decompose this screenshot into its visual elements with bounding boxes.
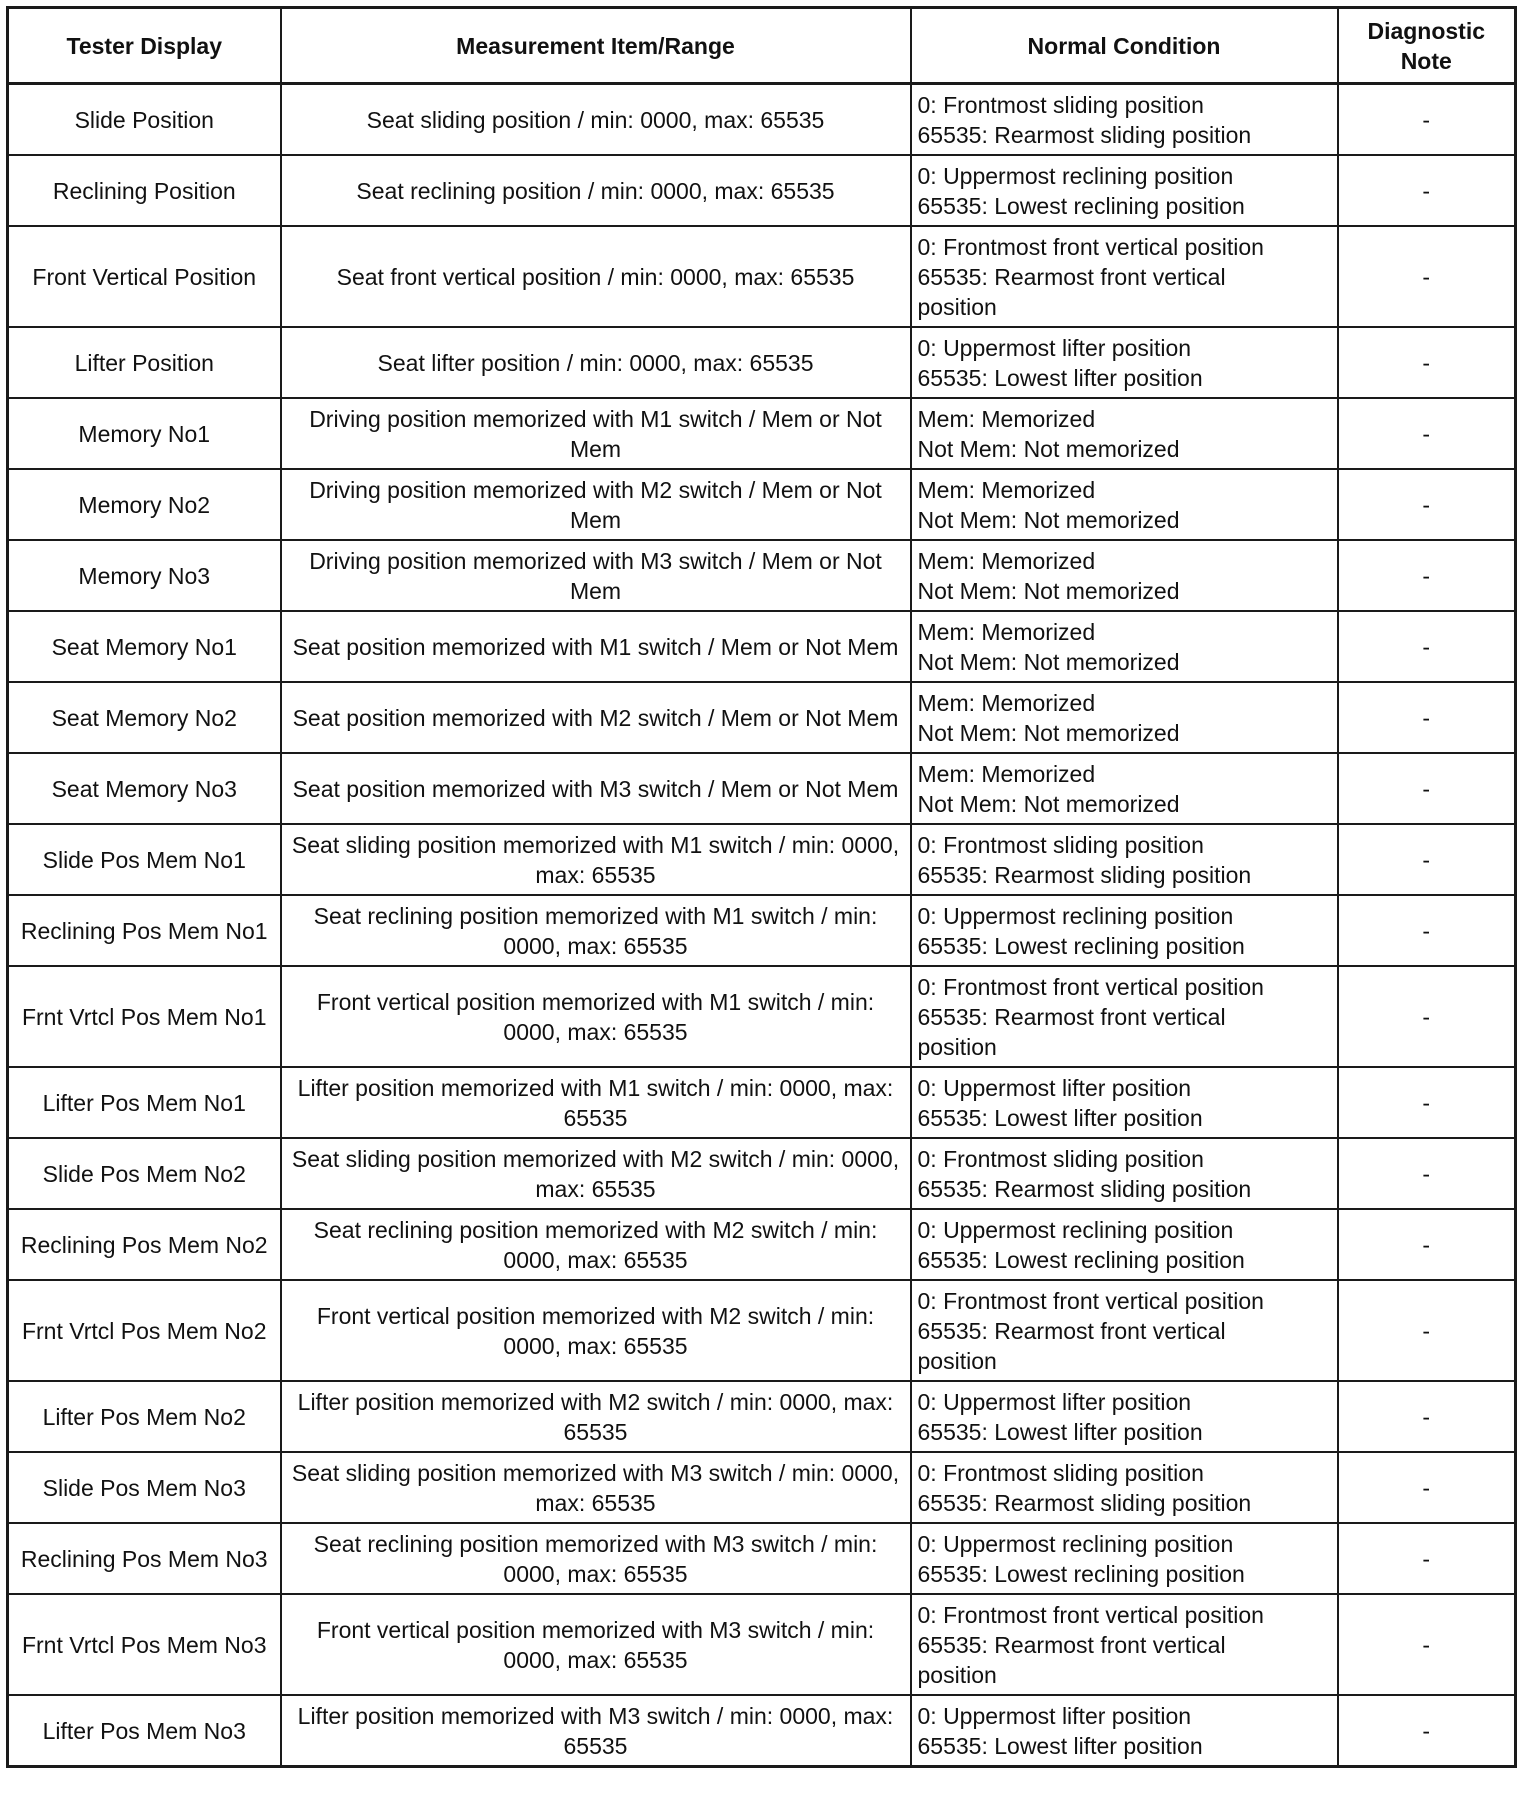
table-row <box>8 753 1516 824</box>
cell-measurement-item: Seat front vertical position / min: 0000, max: 65535 <box>281 226 911 327</box>
normal-condition-line: position <box>917 1661 997 1688</box>
normal-condition-line: 0: Frontmost front vertical position <box>917 973 1264 1000</box>
cell-normal-condition <box>911 1138 1338 1209</box>
normal-condition-line: Not Mem: Not memorized <box>917 648 1180 675</box>
normal-condition-line: Not Mem: Not memorized <box>917 790 1180 817</box>
cell-tester-display: Frnt Vrtcl Pos Mem No2 <box>8 1280 281 1381</box>
normal-condition-line: 65535: Rearmost front vertical <box>917 1631 1226 1658</box>
normal-condition-line: 0: Frontmost sliding position <box>917 1459 1204 1486</box>
table-row <box>8 1209 1516 1280</box>
normal-condition-line: Mem: Memorized <box>917 760 1096 787</box>
cell-measurement-item: Driving position memorized with M1 switch / Mem or Not Mem <box>281 398 911 469</box>
cell-normal-condition <box>911 1594 1338 1695</box>
normal-condition-line: Not Mem: Not memorized <box>917 577 1180 604</box>
cell-measurement-item: Seat reclining position memorized with M2 switch / min: 0000, max: 65535 <box>281 1209 911 1280</box>
normal-condition-line: 0: Frontmost sliding position <box>917 831 1204 858</box>
normal-condition-line: 0: Frontmost front vertical position <box>917 1287 1264 1314</box>
table-row <box>8 1594 1516 1695</box>
cell-normal-condition <box>911 753 1338 824</box>
normal-condition-line: Not Mem: Not memorized <box>917 719 1180 746</box>
data-list-table-container <box>6 6 1514 1768</box>
cell-diagnostic-note: - <box>1338 1523 1516 1594</box>
cell-measurement-item: Lifter position memorized with M2 switch / min: 0000, max: 65535 <box>281 1381 911 1452</box>
normal-condition-line: 0: Uppermost reclining position <box>917 1216 1234 1243</box>
normal-condition-line: 65535: Rearmost sliding position <box>917 1489 1252 1516</box>
cell-measurement-item: Driving position memorized with M2 switch / Mem or Not Mem <box>281 469 911 540</box>
table-row <box>8 155 1516 226</box>
cell-diagnostic-note: - <box>1338 966 1516 1067</box>
cell-tester-display: Slide Pos Mem No1 <box>8 824 281 895</box>
normal-condition-line: 65535: Lowest reclining position <box>917 1560 1245 1587</box>
cell-normal-condition <box>911 469 1338 540</box>
cell-normal-condition <box>911 824 1338 895</box>
header-normal-condition: Normal Condition <box>911 8 1338 84</box>
normal-condition-line: 0: Uppermost reclining position <box>917 162 1234 189</box>
cell-normal-condition <box>911 226 1338 327</box>
cell-normal-condition <box>911 1452 1338 1523</box>
cell-tester-display: Memory No3 <box>8 540 281 611</box>
table-row <box>8 1695 1516 1767</box>
cell-normal-condition <box>911 84 1338 156</box>
cell-measurement-item: Seat sliding position memorized with M1 switch / min: 0000, max: 65535 <box>281 824 911 895</box>
normal-condition-line: 65535: Rearmost sliding position <box>917 1175 1252 1202</box>
normal-condition-line: 65535: Lowest lifter position <box>917 364 1203 391</box>
normal-condition-line: Not Mem: Not memorized <box>917 435 1180 462</box>
cell-normal-condition <box>911 895 1338 966</box>
normal-condition-line: 65535: Rearmost front vertical <box>917 263 1226 290</box>
cell-diagnostic-note: - <box>1338 226 1516 327</box>
normal-condition-line: 65535: Rearmost front vertical <box>917 1003 1226 1030</box>
cell-measurement-item: Seat sliding position / min: 0000, max: 65535 <box>281 84 911 156</box>
cell-normal-condition <box>911 1381 1338 1452</box>
normal-condition-line: 0: Uppermost lifter position <box>917 1074 1192 1101</box>
table-row <box>8 327 1516 398</box>
normal-condition-line: 0: Uppermost reclining position <box>917 1530 1234 1557</box>
normal-condition-line: 0: Frontmost front vertical position <box>917 1601 1264 1628</box>
header-tester-display: Tester Display <box>8 8 281 84</box>
data-list-table <box>6 6 1517 1768</box>
normal-condition-line: 0: Uppermost reclining position <box>917 902 1234 929</box>
cell-tester-display: Reclining Pos Mem No2 <box>8 1209 281 1280</box>
table-row <box>8 966 1516 1067</box>
cell-measurement-item: Seat sliding position memorized with M3 switch / min: 0000, max: 65535 <box>281 1452 911 1523</box>
cell-normal-condition <box>911 1523 1338 1594</box>
cell-normal-condition <box>911 1209 1338 1280</box>
cell-diagnostic-note: - <box>1338 753 1516 824</box>
normal-condition-line: 0: Uppermost lifter position <box>917 1702 1192 1729</box>
cell-tester-display: Memory No2 <box>8 469 281 540</box>
cell-diagnostic-note: - <box>1338 1381 1516 1452</box>
cell-tester-display: Front Vertical Position <box>8 226 281 327</box>
cell-diagnostic-note: - <box>1338 155 1516 226</box>
normal-condition-line: 0: Uppermost lifter position <box>917 1388 1192 1415</box>
table-row <box>8 682 1516 753</box>
normal-condition-line: Mem: Memorized <box>917 405 1096 432</box>
normal-condition-line: Mem: Memorized <box>917 547 1096 574</box>
cell-measurement-item: Seat sliding position memorized with M2 switch / min: 0000, max: 65535 <box>281 1138 911 1209</box>
cell-tester-display: Memory No1 <box>8 398 281 469</box>
cell-measurement-item: Seat position memorized with M3 switch / Mem or Not Mem <box>281 753 911 824</box>
normal-condition-line: 0: Frontmost front vertical position <box>917 233 1264 260</box>
cell-tester-display: Reclining Position <box>8 155 281 226</box>
table-header-row <box>8 8 1516 84</box>
cell-tester-display: Slide Pos Mem No2 <box>8 1138 281 1209</box>
table-row <box>8 824 1516 895</box>
cell-tester-display: Frnt Vrtcl Pos Mem No3 <box>8 1594 281 1695</box>
cell-measurement-item: Seat position memorized with M2 switch / Mem or Not Mem <box>281 682 911 753</box>
table-body <box>8 84 1516 1767</box>
normal-condition-line: position <box>917 1347 997 1374</box>
normal-condition-line: 65535: Lowest lifter position <box>917 1732 1203 1759</box>
cell-tester-display: Lifter Pos Mem No2 <box>8 1381 281 1452</box>
cell-tester-display: Slide Position <box>8 84 281 156</box>
cell-tester-display: Frnt Vrtcl Pos Mem No1 <box>8 966 281 1067</box>
table-row <box>8 1280 1516 1381</box>
cell-measurement-item: Lifter position memorized with M1 switch / min: 0000, max: 65535 <box>281 1067 911 1138</box>
header-measurement-item: Measurement Item/Range <box>281 8 911 84</box>
cell-diagnostic-note: - <box>1338 1067 1516 1138</box>
cell-diagnostic-note: - <box>1338 682 1516 753</box>
table-row <box>8 226 1516 327</box>
header-diagnostic-note: Diagnostic Note <box>1338 8 1516 84</box>
cell-diagnostic-note: - <box>1338 611 1516 682</box>
cell-diagnostic-note: - <box>1338 327 1516 398</box>
cell-diagnostic-note: - <box>1338 398 1516 469</box>
normal-condition-line: 65535: Lowest reclining position <box>917 192 1245 219</box>
cell-normal-condition <box>911 398 1338 469</box>
normal-condition-line: 65535: Rearmost sliding position <box>917 121 1252 148</box>
cell-tester-display: Seat Memory No1 <box>8 611 281 682</box>
cell-diagnostic-note: - <box>1338 1452 1516 1523</box>
cell-normal-condition <box>911 1067 1338 1138</box>
table-row <box>8 1452 1516 1523</box>
cell-diagnostic-note: - <box>1338 824 1516 895</box>
table-row <box>8 1381 1516 1452</box>
cell-measurement-item: Seat reclining position / min: 0000, max: 65535 <box>281 155 911 226</box>
cell-tester-display: Seat Memory No3 <box>8 753 281 824</box>
normal-condition-line: 0: Frontmost sliding position <box>917 1145 1204 1172</box>
normal-condition-line: Mem: Memorized <box>917 689 1096 716</box>
cell-normal-condition <box>911 1695 1338 1767</box>
cell-diagnostic-note: - <box>1338 1280 1516 1381</box>
cell-diagnostic-note: - <box>1338 540 1516 611</box>
cell-tester-display: Lifter Pos Mem No1 <box>8 1067 281 1138</box>
cell-tester-display: Seat Memory No2 <box>8 682 281 753</box>
cell-measurement-item: Seat reclining position memorized with M1 switch / min: 0000, max: 65535 <box>281 895 911 966</box>
normal-condition-line: 65535: Rearmost front vertical <box>917 1317 1226 1344</box>
table-row <box>8 1067 1516 1138</box>
cell-measurement-item: Lifter position memorized with M3 switch / min: 0000, max: 65535 <box>281 1695 911 1767</box>
cell-normal-condition <box>911 682 1338 753</box>
cell-measurement-item: Front vertical position memorized with M3 switch / min: 0000, max: 65535 <box>281 1594 911 1695</box>
cell-tester-display: Reclining Pos Mem No3 <box>8 1523 281 1594</box>
normal-condition-line: 65535: Lowest reclining position <box>917 1246 1245 1273</box>
table-row <box>8 1523 1516 1594</box>
normal-condition-line: 65535: Lowest lifter position <box>917 1418 1203 1445</box>
cell-tester-display: Lifter Pos Mem No3 <box>8 1695 281 1767</box>
normal-condition-line: 0: Frontmost sliding position <box>917 91 1204 118</box>
cell-tester-display: Slide Pos Mem No3 <box>8 1452 281 1523</box>
normal-condition-line: 65535: Lowest reclining position <box>917 932 1245 959</box>
cell-measurement-item: Seat lifter position / min: 0000, max: 65535 <box>281 327 911 398</box>
normal-condition-line: Not Mem: Not memorized <box>917 506 1180 533</box>
cell-diagnostic-note: - <box>1338 84 1516 156</box>
normal-condition-line: Mem: Memorized <box>917 618 1096 645</box>
cell-measurement-item: Front vertical position memorized with M1 switch / min: 0000, max: 65535 <box>281 966 911 1067</box>
table-row <box>8 398 1516 469</box>
cell-measurement-item: Driving position memorized with M3 switch / Mem or Not Mem <box>281 540 911 611</box>
cell-normal-condition <box>911 540 1338 611</box>
cell-diagnostic-note: - <box>1338 1594 1516 1695</box>
table-row <box>8 540 1516 611</box>
table-row <box>8 611 1516 682</box>
cell-tester-display: Lifter Position <box>8 327 281 398</box>
cell-tester-display: Reclining Pos Mem No1 <box>8 895 281 966</box>
cell-diagnostic-note: - <box>1338 895 1516 966</box>
cell-measurement-item: Seat position memorized with M1 switch / Mem or Not Mem <box>281 611 911 682</box>
table-row <box>8 1138 1516 1209</box>
normal-condition-line: 0: Uppermost lifter position <box>917 334 1192 361</box>
cell-measurement-item: Seat reclining position memorized with M3 switch / min: 0000, max: 65535 <box>281 1523 911 1594</box>
normal-condition-line: 65535: Lowest lifter position <box>917 1104 1203 1131</box>
cell-diagnostic-note: - <box>1338 469 1516 540</box>
cell-normal-condition <box>911 966 1338 1067</box>
normal-condition-line: 65535: Rearmost sliding position <box>917 861 1252 888</box>
cell-diagnostic-note: - <box>1338 1695 1516 1767</box>
cell-normal-condition <box>911 155 1338 226</box>
normal-condition-line: position <box>917 293 997 320</box>
cell-diagnostic-note: - <box>1338 1138 1516 1209</box>
normal-condition-line: position <box>917 1033 997 1060</box>
cell-measurement-item: Front vertical position memorized with M2 switch / min: 0000, max: 65535 <box>281 1280 911 1381</box>
cell-normal-condition <box>911 327 1338 398</box>
table-row <box>8 469 1516 540</box>
cell-diagnostic-note: - <box>1338 1209 1516 1280</box>
cell-normal-condition <box>911 611 1338 682</box>
table-row <box>8 84 1516 156</box>
cell-normal-condition <box>911 1280 1338 1381</box>
normal-condition-line: Mem: Memorized <box>917 476 1096 503</box>
table-row <box>8 895 1516 966</box>
